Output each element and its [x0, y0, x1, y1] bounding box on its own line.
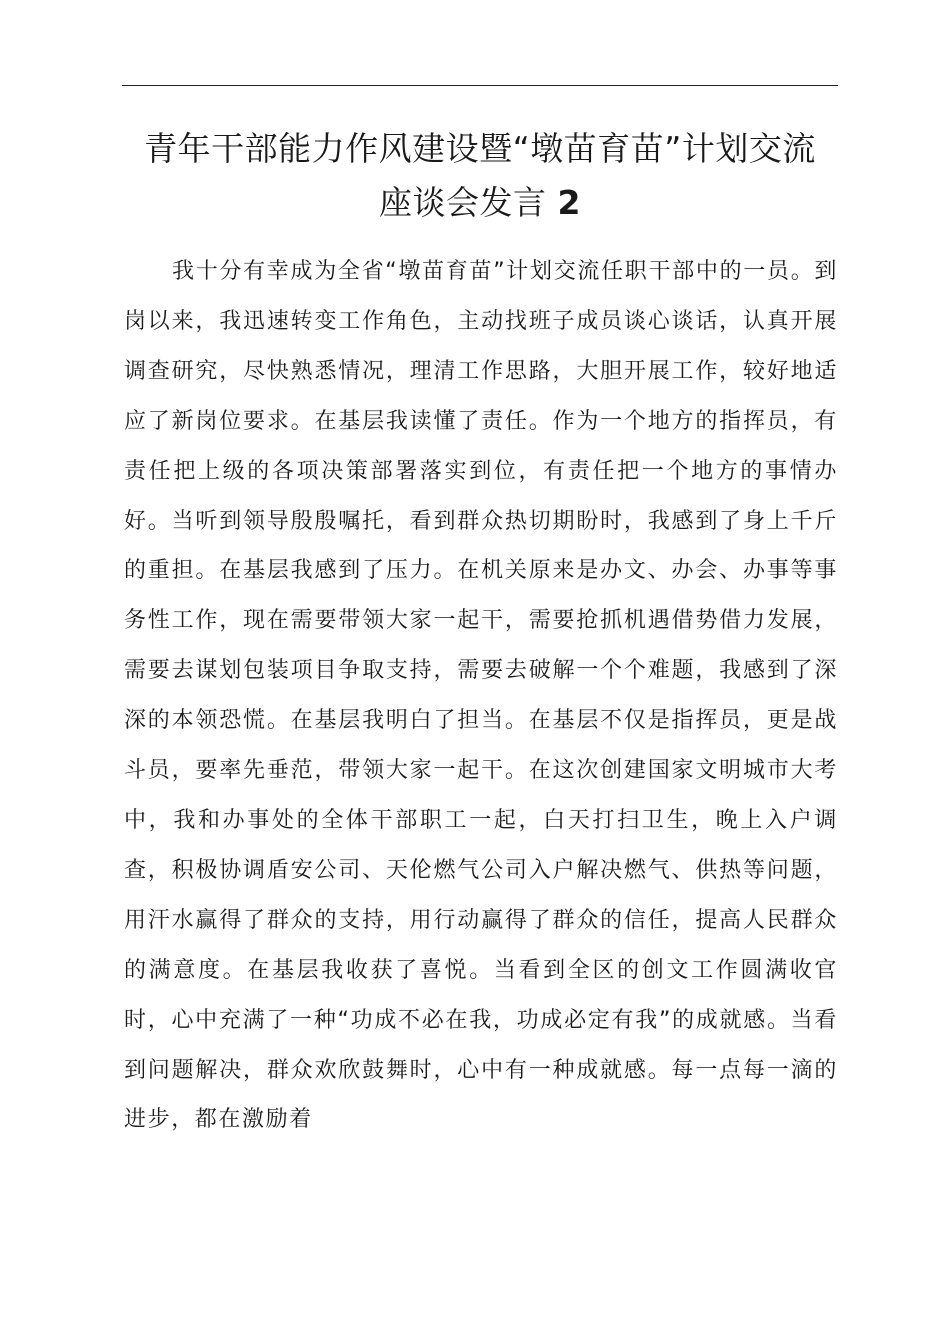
title-line-2: 座谈会发言	[379, 183, 547, 222]
document-title	[110, 122, 850, 230]
header-divider	[122, 85, 838, 86]
title-number: 2	[557, 183, 581, 222]
body-paragraph: 我十分有幸成为全省“墩苗育苗”计划交流任职干部中的一员。到岗以来，我迅速转变工作角色，主动找班子成员谈心谈话，认真开展调查研究，尽快熟悉情况，理清工作思路，大胆开展工作，较好地适应了新岗位要求。在基层我读懂了责任。作为一个地方的指挥员，有责任把上级的各项决策部署落实到位，有责任把一个地方的事情办好。当听到领导殷殷嘱托，看到群众热切期盼时，我感到了身上千斤的重担。在基层我感到了压力。在机关原来是办文、办会、办事等事务性工作，现在需要带领大家一起干，需要抢抓机遇借势借力发展，需要去谋划包装项目争取支持，需要去破解一个个难题，我感到了深深的本领恐慌。在基层我明白了担当。在基层不仅是指挥员，更是战斗员，要率先垂范，带领大家一起干。在这次创建国家文明城市大考中，我和办事处的全体干部职工一起，白天打扫卫生，晚上入户调查，积极协调盾安公司、天伦燃气公司入户解决燃气、供热等问题，用汗水赢得了群众的支持，用行动赢得了群众的信任，提高人民群众的满意度。在基层我收获了喜悦。当看到全区的创文工作圆满收官时，心中充满了一种“功成不必在我，功成必定有我”的成就感。当看到问题解决，群众欢欣鼓舞时，心中有一种成就感。每一点每一滴的进步，都在激励着	[124, 259, 838, 1133]
title-line-1: 青年干部能力作风建设暨“墩苗育苗”计划交流	[144, 129, 816, 168]
